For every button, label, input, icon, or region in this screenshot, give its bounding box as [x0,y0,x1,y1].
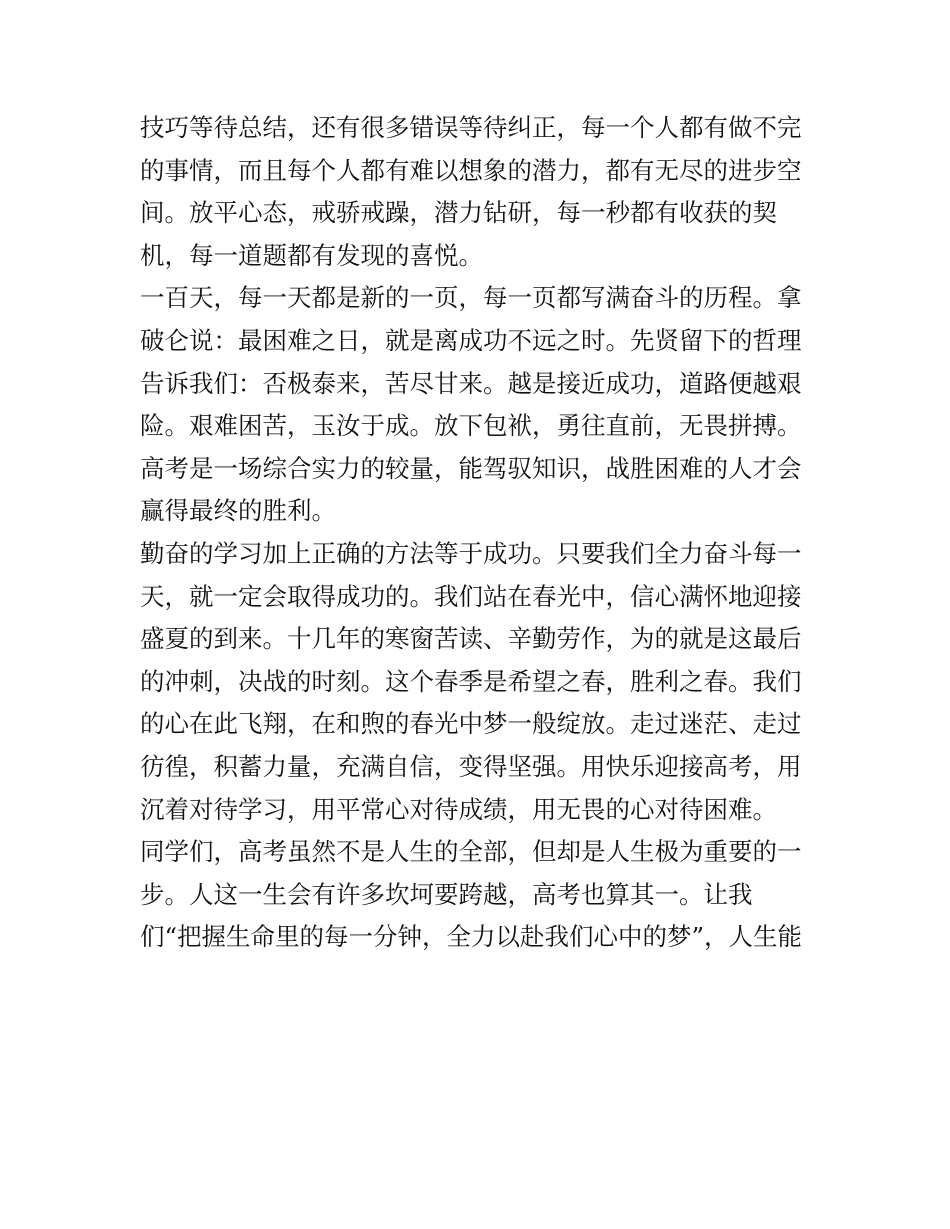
text-line: 告诉我们：否极泰来，苦尽甘来。越是接近成功，道路便越艰 [140,368,802,398]
text-line: 的冲刺，决战的时刻。这个春季是希望之春，胜利之春。我们 [140,666,802,696]
text-line: 技巧等待总结，还有很多错误等待纠正，每一个人都有做不完 [140,113,802,142]
text-line: 同学们，高考虽然不是人生的全部，但却是人生极为重要的一 [140,837,802,867]
text-line: 赢得最终的胜利。 [140,496,336,526]
text-line: 机，每一道题都有发现的喜悦。 [140,240,483,270]
body-text [140,108,820,960]
text-line: 高考是一场综合实力的较量，能驾驭知识，战胜困难的人才会 [140,453,802,483]
text-line: 勤奋的学习加上正确的方法等于成功。只要我们全力奋斗每一 [140,538,802,568]
text-line: 破仑说：最困难之日，就是离成功不远之时。先贤留下的哲理 [140,325,802,355]
text-line: 天，就一定会取得成功的。我们站在春光中，信心满怀地迎接 [140,581,802,611]
text-line: 步。人这一生会有许多坎坷要跨越，高考也算其一。让我 [140,879,753,909]
text-line: 们“把握生命里的每一分钟，全力以赴我们心中的梦”，人生能 [140,922,803,952]
text-line: 间。放平心态，戒骄戒躁，潜力钻研，每一秒都有收获的契 [140,198,777,228]
text-line: 一百天，每一天都是新的一页，每一页都写满奋斗的历程。拿 [140,283,802,313]
text-line: 沉着对待学习，用平常心对待成绩，用无畏的心对待困难。 [140,794,777,824]
text-line: 险。艰难困苦，玉汝于成。放下包袱，勇往直前，无畏拼搏。 [140,411,802,441]
text-line: 的心在此飞翔，在和煦的春光中梦一般绽放。走过迷茫、走过 [140,709,802,739]
text-line: 彷徨，积蓄力量，充满自信，变得坚强。用快乐迎接高考，用 [140,751,802,781]
text-line: 盛夏的到来。十几年的寒窗苦读、辛勤劳作，为的就是这最后 [140,624,802,654]
text-line: 的事情，而且每个人都有难以想象的潜力，都有无尽的进步空 [140,155,802,185]
